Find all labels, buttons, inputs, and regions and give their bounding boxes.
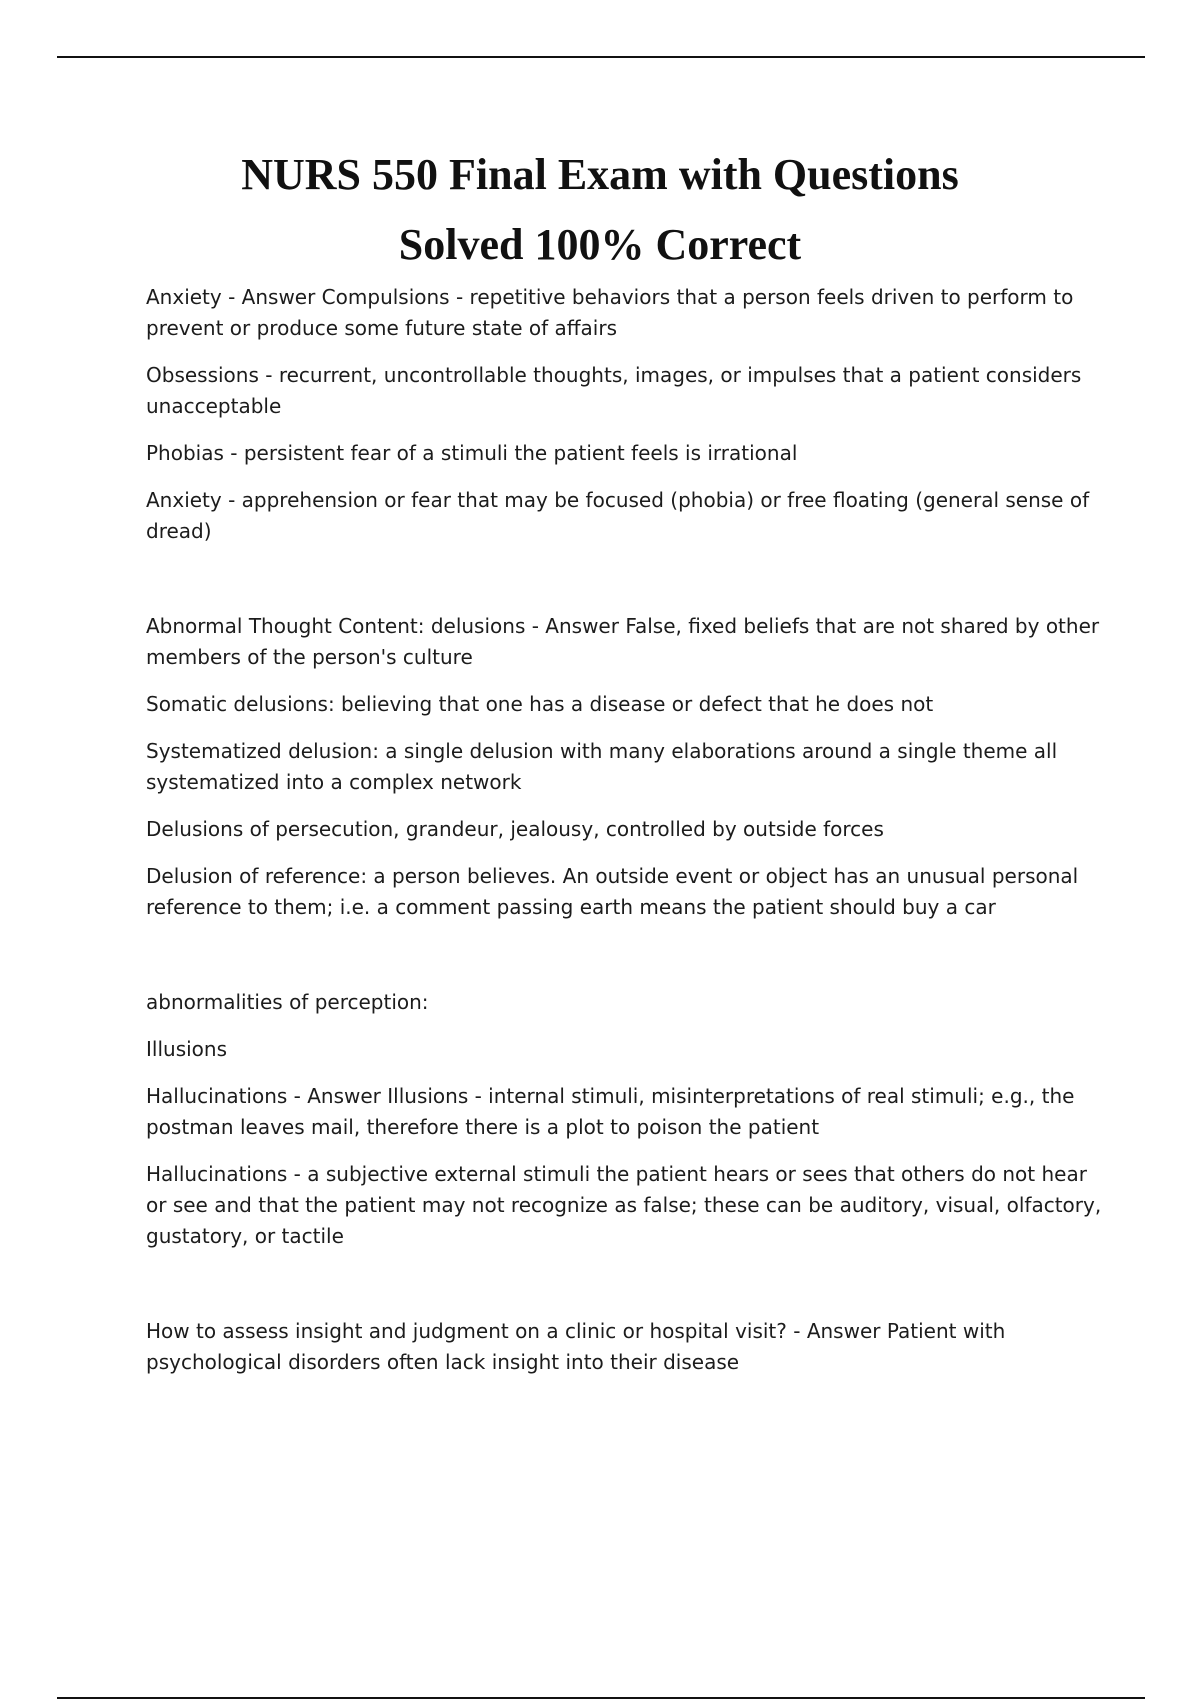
section-perception <box>146 987 1106 1252</box>
paragraph: Delusions of persecution, grandeur, jealousy, controlled by outside forces <box>146 817 884 841</box>
section-anxiety <box>146 282 1106 547</box>
paragraph: Illusions <box>146 1037 227 1061</box>
title-line-2: Solved 100% Correct <box>398 220 802 269</box>
paragraph: How to assess insight and judgment on a clinic or hospital visit? - Answer Patient with psychological disorders often lack insight into their disease <box>146 1319 1006 1374</box>
paragraph: Systematized delusion: a single delusion with many elaborations around a single theme all systematized into a complex network <box>146 739 1058 794</box>
paragraph: Anxiety - apprehension or fear that may be focused (phobia) or free floating (general sense of dread) <box>146 488 1090 543</box>
paragraph: Delusion of reference: a person believes. An outside event or object has an unusual personal reference to them; i.e. a comment passing earth means the patient should buy a car <box>146 864 1079 919</box>
document-title <box>100 140 1100 280</box>
section-spacer <box>146 1268 1106 1316</box>
paragraph: abnormalities of perception: <box>146 990 429 1014</box>
paragraph: Anxiety - Answer Compulsions - repetitive behaviors that a person feels driven to perform to prevent or produce some future state of affairs <box>146 285 1074 340</box>
bottom-rule <box>57 1697 1145 1699</box>
paragraph: Obsessions - recurrent, uncontrollable thoughts, images, or impulses that a patient considers unacceptable <box>146 363 1082 418</box>
paragraph: Hallucinations - a subjective external stimuli the patient hears or sees that others do not hear or see and that the patient may not recognize as false; these can be auditory, visual, olfactory, gustatory, or tactile <box>146 1162 1102 1248</box>
top-rule <box>57 56 1145 58</box>
section-spacer <box>146 939 1106 987</box>
paragraph: Somatic delusions: believing that one has a disease or defect that he does not <box>146 692 934 716</box>
paragraph: Phobias - persistent fear of a stimuli the patient feels is irrational <box>146 441 798 465</box>
section-insight <box>146 1316 1106 1378</box>
section-thought-content <box>146 611 1106 923</box>
document-body <box>146 282 1106 1394</box>
section-spacer <box>146 563 1106 611</box>
title-line-1: NURS 550 Final Exam with Questions <box>241 150 959 199</box>
paragraph: Hallucinations - Answer Illusions - internal stimuli, misinterpretations of real stimuli; e.g., the postman leaves mail, therefore there is a plot to poison the patient <box>146 1084 1075 1139</box>
paragraph: Abnormal Thought Content: delusions - Answer False, fixed beliefs that are not shared by other members of the person's culture <box>146 614 1100 669</box>
